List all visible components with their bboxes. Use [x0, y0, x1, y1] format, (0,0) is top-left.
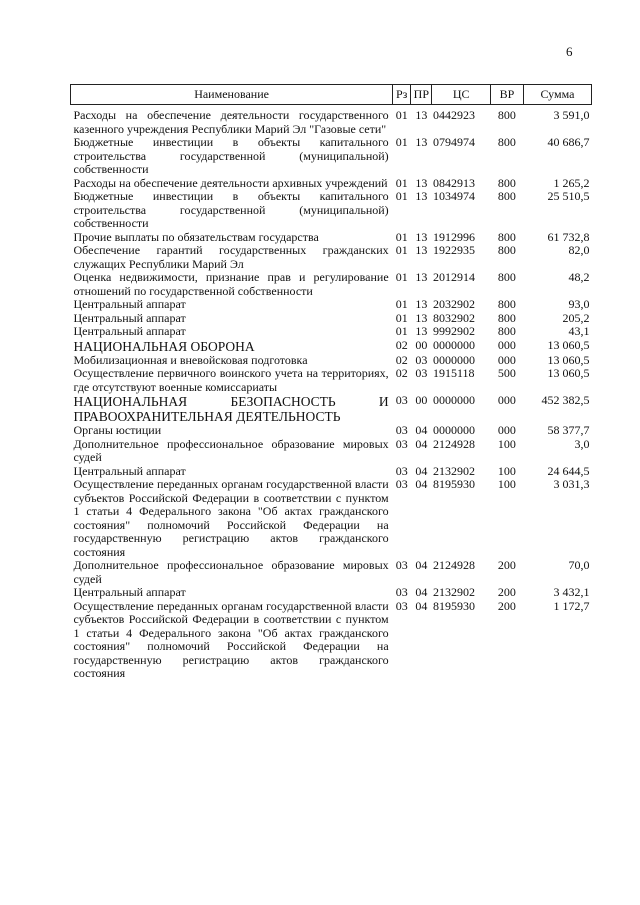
row-cs: 1922935 — [432, 243, 475, 257]
table-row — [71, 177, 592, 191]
row-vr: 200 — [497, 598, 516, 613]
row-rz: 03 — [395, 598, 408, 613]
row-rz: 03 — [395, 393, 408, 407]
row-vr: 800 — [497, 108, 516, 122]
row-name: Дополнительное профессиональное образование мировых судей — [73, 558, 389, 586]
row-vr: 500 — [497, 366, 516, 380]
row-vr: 000 — [497, 352, 516, 367]
row-sum: 43,1 — [568, 324, 590, 338]
row-pr: 13 — [415, 135, 428, 149]
row-pr: 13 — [415, 324, 428, 338]
row-vr: 800 — [497, 324, 516, 338]
row-vr: 000 — [497, 337, 516, 352]
row-cs: 2032902 — [432, 297, 475, 311]
table-header — [71, 85, 592, 105]
row-name: Прочие выплаты по обязательствам государства — [73, 229, 319, 244]
row-pr: 13 — [415, 310, 428, 325]
table-row — [71, 231, 592, 245]
header-cs: ЦС — [432, 85, 490, 105]
table-row — [71, 312, 592, 326]
row-cs: 8032902 — [432, 310, 475, 325]
row-pr: 13 — [415, 189, 428, 203]
row-name: Центральный аппарат — [73, 463, 186, 478]
row-pr: 04 — [415, 436, 428, 451]
row-sum: 205,2 — [562, 310, 590, 325]
row-rz: 02 — [395, 337, 408, 352]
header-rz: Рз — [393, 85, 411, 105]
table-row — [71, 465, 592, 479]
row-sum: 13 060,5 — [547, 366, 590, 380]
row-cs: 0442923 — [432, 108, 475, 122]
row-name: Бюджетные инвестиции в объекты капитального строительства государственной (муниципальной) собственности — [73, 135, 389, 176]
row-vr: 800 — [497, 189, 516, 203]
header-pr: ПР — [411, 85, 432, 105]
row-name: Центральный аппарат — [73, 297, 186, 311]
row-cs: 0842913 — [432, 175, 475, 190]
row-cs: 0794974 — [432, 135, 475, 149]
row-cs: 0000000 — [432, 423, 475, 437]
row-name: Дополнительное профессиональное образование мировых судей — [73, 436, 389, 464]
row-vr: 800 — [497, 270, 516, 284]
table-row — [71, 325, 592, 339]
row-sum: 1 172,7 — [553, 598, 590, 613]
row-rz: 01 — [395, 108, 408, 122]
row-sum: 3 591,0 — [553, 108, 590, 122]
table-row — [71, 478, 592, 559]
row-vr: 200 — [497, 585, 516, 599]
row-name: Органы юстиции — [73, 423, 162, 437]
row-cs: 2132902 — [432, 585, 475, 599]
table-row — [71, 105, 592, 137]
row-name: Расходы на обеспечение деятельности архивных учреждений — [73, 175, 388, 190]
row-name: Центральный аппарат — [73, 310, 186, 325]
row-name: Осуществление переданных органам государственной власти субъектов Российской Федерации в соответствии с пунктом 1 статьи 4 Федерального закона "Об актах гражданского состояния" полномочий Российской Федерации на государственную регистрацию актов гражданского состояния — [73, 477, 389, 559]
row-cs: 8195930 — [432, 598, 475, 613]
row-cs: 8195930 — [432, 477, 475, 491]
row-cs: 2012914 — [432, 270, 475, 284]
row-name: Центральный аппарат — [73, 324, 186, 338]
row-rz: 01 — [395, 270, 408, 284]
row-pr: 13 — [415, 229, 428, 244]
row-pr: 04 — [415, 423, 428, 437]
row-name: Осуществление переданных органам государственной власти субъектов Российской Федерации в соответствии с пунктом 1 статьи 4 Федерального закона "Об актах гражданского состояния" полномочий Российской Федерации на государственную регистрацию актов гражданского состояния — [73, 598, 389, 680]
row-vr: 100 — [497, 463, 516, 478]
row-rz: 02 — [395, 352, 408, 367]
row-sum: 1 265,2 — [553, 175, 590, 190]
table-row — [71, 271, 592, 298]
row-rz: 03 — [395, 436, 408, 451]
row-sum: 13 060,5 — [547, 352, 590, 367]
row-rz: 03 — [395, 558, 408, 572]
row-rz: 01 — [395, 175, 408, 190]
table-row — [71, 586, 592, 600]
row-pr: 13 — [415, 175, 428, 190]
row-cs: 0000000 — [432, 393, 475, 407]
row-pr: 00 — [415, 337, 428, 352]
row-vr: 800 — [497, 310, 516, 325]
row-name: Осуществление первичного воинского учета на территориях, где отсутствуют военные комиссариаты — [73, 366, 389, 394]
table-body — [71, 105, 592, 681]
row-cs: 1912996 — [432, 229, 475, 244]
row-vr: 100 — [497, 477, 516, 491]
row-sum: 3,0 — [574, 436, 590, 451]
row-rz: 02 — [395, 366, 408, 380]
row-cs: 1915118 — [432, 366, 475, 380]
table-row — [71, 600, 592, 681]
row-pr: 03 — [415, 352, 428, 367]
row-sum: 452 382,5 — [541, 393, 590, 407]
row-sum: 13 060,5 — [547, 337, 590, 352]
row-cs: 2124928 — [432, 558, 475, 572]
row-vr: 800 — [497, 297, 516, 311]
row-sum: 3 031,3 — [553, 477, 590, 491]
row-cs: 9992902 — [432, 324, 475, 338]
row-name: Обеспечение гарантий государственных гражданских служащих Республики Марий Эл — [73, 243, 389, 271]
row-rz: 01 — [395, 324, 408, 338]
row-vr: 100 — [497, 436, 516, 451]
row-rz: 03 — [395, 585, 408, 599]
row-sum: 93,0 — [568, 297, 590, 311]
row-cs: 2124928 — [432, 436, 475, 451]
row-pr: 04 — [415, 558, 428, 572]
table-row — [71, 424, 592, 438]
budget-table — [70, 84, 592, 681]
table-row — [71, 190, 592, 231]
row-sum: 48,2 — [568, 270, 590, 284]
row-rz: 01 — [395, 229, 408, 244]
row-sum: 3 432,1 — [553, 585, 590, 599]
row-name: Оценка недвижимости, признание прав и регулирование отношений по государственной собственности — [73, 270, 389, 298]
row-sum: 58 377,7 — [547, 423, 590, 437]
row-vr: 800 — [497, 229, 516, 244]
row-cs: 0000000 — [432, 352, 475, 367]
header-sum: Сумма — [523, 85, 591, 105]
row-rz: 01 — [395, 297, 408, 311]
row-pr: 04 — [415, 477, 428, 491]
row-pr: 13 — [415, 270, 428, 284]
row-pr: 13 — [415, 243, 428, 257]
row-name: Бюджетные инвестиции в объекты капитального строительства государственной (муниципальной) собственности — [73, 189, 389, 230]
row-pr: 03 — [415, 366, 428, 380]
row-pr: 04 — [415, 463, 428, 478]
table-row — [71, 354, 592, 368]
row-pr: 04 — [415, 585, 428, 599]
page-number: 6 — [566, 44, 573, 59]
row-pr: 00 — [415, 393, 428, 407]
row-rz: 03 — [395, 423, 408, 437]
table-row — [71, 438, 592, 465]
row-rz: 01 — [395, 189, 408, 203]
row-name: НАЦИОНАЛЬНАЯ БЕЗОПАСНОСТЬ И ПРАВООХРАНИТЕЛЬНАЯ ДЕЯТЕЛЬНОСТЬ — [73, 394, 389, 424]
table-row — [71, 244, 592, 271]
table-row — [71, 367, 592, 394]
row-vr: 200 — [497, 558, 516, 572]
row-rz: 03 — [395, 463, 408, 478]
row-rz: 01 — [395, 310, 408, 325]
row-rz: 01 — [395, 135, 408, 149]
row-sum: 82,0 — [568, 243, 590, 257]
row-cs: 0000000 — [432, 337, 475, 352]
row-pr: 13 — [415, 108, 428, 122]
row-name: Центральный аппарат — [73, 585, 186, 599]
header-vr: ВР — [490, 85, 523, 105]
header-name: Наименование — [71, 85, 393, 105]
row-rz: 03 — [395, 477, 408, 491]
row-pr: 13 — [415, 297, 428, 311]
table-row — [71, 559, 592, 586]
row-name: Мобилизационная и вневойсковая подготовка — [73, 352, 308, 367]
row-sum: 70,0 — [568, 558, 590, 572]
row-pr: 04 — [415, 598, 428, 613]
table-row — [71, 339, 592, 354]
row-vr: 800 — [497, 175, 516, 190]
row-name: НАЦИОНАЛЬНАЯ ОБОРОНА — [73, 338, 255, 354]
row-cs: 1034974 — [432, 189, 475, 203]
row-sum: 25 510,5 — [547, 189, 590, 203]
row-sum: 40 686,7 — [547, 135, 590, 149]
row-vr: 800 — [497, 135, 516, 149]
row-name: Расходы на обеспечение деятельности государственного казенного учреждения Республики Марий Эл "Газовые сети" — [73, 108, 389, 136]
table-row — [71, 298, 592, 312]
row-rz: 01 — [395, 243, 408, 257]
row-vr: 800 — [497, 243, 516, 257]
row-sum: 24 644,5 — [547, 463, 590, 478]
row-sum: 61 732,8 — [547, 229, 590, 244]
row-vr: 000 — [497, 393, 516, 407]
row-cs: 2132902 — [432, 463, 475, 478]
table-row — [71, 394, 592, 424]
table-row — [71, 136, 592, 177]
row-vr: 000 — [497, 423, 516, 437]
